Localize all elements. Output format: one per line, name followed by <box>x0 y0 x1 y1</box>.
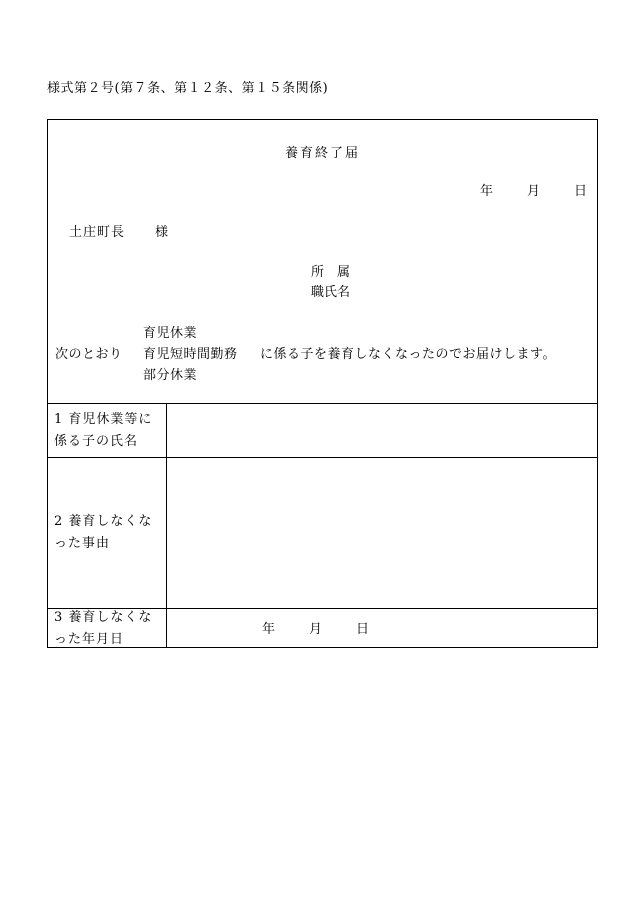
month-label: 月 <box>526 184 540 199</box>
row-label-reason: 2 養育しなくな った事由 <box>54 514 153 551</box>
name-field[interactable]: 職氏名 <box>311 285 351 300</box>
form-number: 様式第２号(第７条、第１２条、第１５条関係) <box>47 81 329 96</box>
day-label: 日 <box>356 622 370 637</box>
row-label-end-date: 3 養育しなくな った年月日 <box>54 610 153 647</box>
form-title: 養育終了届 <box>284 146 360 161</box>
column-divider <box>166 403 167 647</box>
divider <box>48 403 597 404</box>
addressee <box>69 226 169 239</box>
body-lead-text: 次のとおり <box>55 347 123 362</box>
body-tail-text: に係る子を養育しなくなったのでお届けします。 <box>260 347 556 362</box>
divider <box>48 457 597 458</box>
child-name-value[interactable] <box>172 410 592 452</box>
option-partial-leave[interactable]: 部分休業 <box>143 368 198 383</box>
reason-value[interactable] <box>172 462 592 602</box>
addressee-name: 土庄町長 <box>69 225 126 240</box>
year-label: 年 <box>479 184 493 199</box>
addressee-honorific: 様 <box>155 225 170 240</box>
submission-date[interactable] <box>480 185 587 198</box>
year-label: 年 <box>262 622 276 637</box>
option-childcare-leave[interactable]: 育児休業 <box>143 326 198 341</box>
affiliation-field[interactable]: 所 属 <box>311 265 351 280</box>
form-frame <box>47 119 598 648</box>
month-label: 月 <box>309 622 323 637</box>
end-date-value[interactable] <box>262 623 369 636</box>
day-label: 日 <box>573 184 587 199</box>
row-label-child-name: 1 育児休業等に 係る子の氏名 <box>54 412 153 449</box>
option-short-time-work[interactable]: 育児短時間勤務 <box>143 347 238 362</box>
